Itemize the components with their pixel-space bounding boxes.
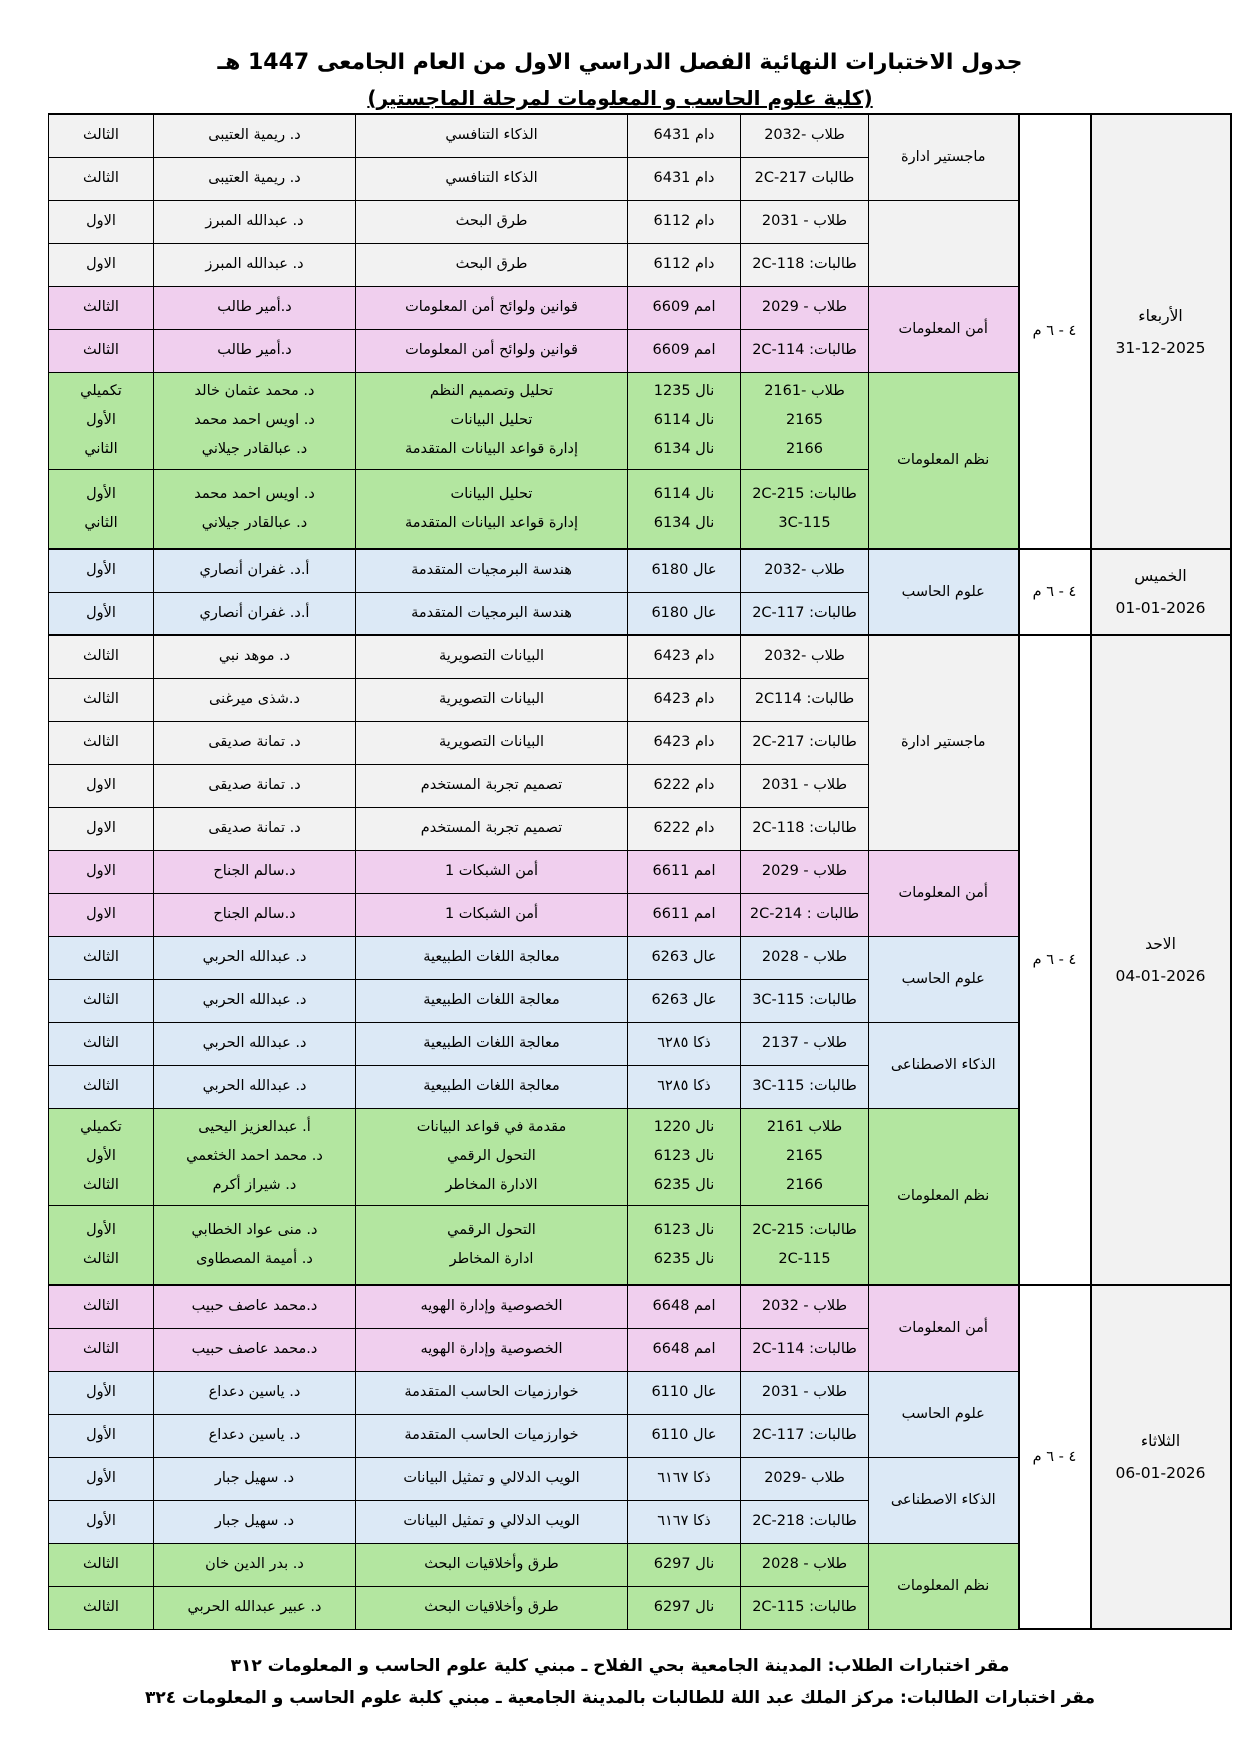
exam-day-date: الاحد 04-01-2026	[1091, 635, 1231, 1285]
instructor-name: د. موهد نبي	[154, 635, 356, 678]
study-level: الثالث	[49, 1586, 154, 1629]
study-level: الأول	[49, 1457, 154, 1500]
course-code: عال 6110	[628, 1371, 741, 1414]
course-code: دام 6423	[628, 635, 741, 678]
course-name: تحليل وتصميم النظم تحليل البيانات إدارة قواعد البيانات المتقدمة	[356, 372, 628, 469]
instructor-name: د. منى عواد الخطابي د. أميمة المصطاوى	[154, 1205, 356, 1285]
instructor-name: د. اويس احمد محمد د. عبالقادر جيلاني	[154, 469, 356, 549]
program-name: أمن المعلومات	[869, 850, 1019, 936]
student-group: طلاب - 2031	[741, 1371, 869, 1414]
student-group: طلاب - 2032	[741, 1285, 869, 1328]
program-name: الذكاء الاصطناعى	[869, 1457, 1019, 1543]
study-level: الثالث	[49, 1285, 154, 1328]
student-group: طالبات: 2C114	[741, 678, 869, 721]
exam-time: ٤ - ٦ م	[1019, 635, 1091, 1285]
course-name: قوانين ولوائح أمن المعلومات	[356, 329, 628, 372]
course-code: امم 6648	[628, 1328, 741, 1371]
instructor-name: د.سالم الجناح	[154, 850, 356, 893]
course-code: نال 6297	[628, 1586, 741, 1629]
student-group: طالبات 2C-217	[741, 157, 869, 200]
female-students-location-note: مقر اختبارات الطالبات: مركز الملك عبد اللة للطالبات بالمدينة الجامعية ـ مبني كلبة علوم الحاسب و المعلومات ٣٢٤	[145, 1688, 1095, 1708]
instructor-name: د. تمانة صديقى	[154, 721, 356, 764]
course-code: ذكا ٦٢٨٥	[628, 1065, 741, 1108]
course-name: البيانات التصويرية	[356, 721, 628, 764]
student-group: طالبات : 2C-214	[741, 893, 869, 936]
course-name: الذكاء التنافسي	[356, 157, 628, 200]
course-code: عال 6263	[628, 979, 741, 1022]
study-level: الأول الثاني	[49, 469, 154, 549]
study-level: الثالث	[49, 635, 154, 678]
program-name: نظم المعلومات	[869, 1108, 1019, 1285]
study-level: الثالث	[49, 936, 154, 979]
study-level: الثالث	[49, 721, 154, 764]
study-level: الاول	[49, 764, 154, 807]
study-level: الأول	[49, 1500, 154, 1543]
program-name: ماجستير ادارة	[869, 635, 1019, 850]
course-code: امم 6609	[628, 329, 741, 372]
course-name: معالجة اللغات الطبيعية	[356, 936, 628, 979]
students-location-note: مقر اختبارات الطلاب: المدينة الجامعية بحي الفلاح ـ مبني كلية علوم الحاسب و المعلومات ٣١٢	[230, 1656, 1010, 1676]
course-name: أمن الشبكات 1	[356, 893, 628, 936]
student-group: طالبات: 2C-215 2C-115	[741, 1205, 869, 1285]
student-group: طالبات: 2C-117	[741, 1414, 869, 1457]
study-level: الثالث	[49, 1022, 154, 1065]
study-level: الأول الثالث	[49, 1205, 154, 1285]
instructor-name: د. ياسين دعداع	[154, 1371, 356, 1414]
student-group: طالبات: 2C-217	[741, 721, 869, 764]
instructor-name: د. عبدالله الحربي	[154, 979, 356, 1022]
study-level: الأول	[49, 549, 154, 592]
course-name: تصميم تجربة المستخدم	[356, 764, 628, 807]
study-level: تكميلي الأول الثاني	[49, 372, 154, 469]
course-name: البيانات التصويرية	[356, 635, 628, 678]
student-group: طلاب -2032	[741, 549, 869, 592]
exam-day-date: الثلاثاء 06-01-2026	[1091, 1285, 1231, 1629]
exam-schedule-table	[48, 113, 1232, 1630]
student-group: طلاب -2032	[741, 114, 869, 157]
course-name: قوانين ولوائح أمن المعلومات	[356, 286, 628, 329]
student-group: طلاب -2029	[741, 1457, 869, 1500]
study-level: الثالث	[49, 1065, 154, 1108]
course-name: معالجة اللغات الطبيعية	[356, 1022, 628, 1065]
instructor-name: د.أمير طالب	[154, 286, 356, 329]
student-group: طلاب 2161 2165 2166	[741, 1108, 869, 1205]
instructor-name: د. ياسين دعداع	[154, 1414, 356, 1457]
study-level: الأول	[49, 592, 154, 635]
course-name: تحليل البيانات إدارة قواعد البيانات المتقدمة	[356, 469, 628, 549]
course-name: الخصوصية وإدارة الهويه	[356, 1328, 628, 1371]
exam-time: ٤ - ٦ م	[1019, 1285, 1091, 1629]
study-level: تكميلي الأول الثالث	[49, 1108, 154, 1205]
course-name: أمن الشبكات 1	[356, 850, 628, 893]
page-subtitle: (كلية علوم الحاسب و المعلومات لمرحلة الماجستير)	[367, 86, 873, 110]
course-name: الخصوصية وإدارة الهويه	[356, 1285, 628, 1328]
course-name: التحول الرقمي ادارة المخاطر	[356, 1205, 628, 1285]
student-group: طالبات: 3C-115	[741, 1065, 869, 1108]
course-code: ذكا ٦٢٨٥	[628, 1022, 741, 1065]
course-code: دام 6112	[628, 200, 741, 243]
course-code: نال 1220 نال 6123 نال 6235	[628, 1108, 741, 1205]
study-level: الثالث	[49, 114, 154, 157]
program-name: أمن المعلومات	[869, 1285, 1019, 1371]
student-group: طالبات: 2C-215 3C-115	[741, 469, 869, 549]
course-name: خوارزميات الحاسب المتقدمة	[356, 1414, 628, 1457]
course-name: الويب الدلالي و تمثيل البيانات	[356, 1457, 628, 1500]
study-level: الثالث	[49, 678, 154, 721]
course-code: دام 6112	[628, 243, 741, 286]
study-level: الثالث	[49, 157, 154, 200]
program-name: علوم الحاسب	[869, 936, 1019, 1022]
instructor-name: أ. عبدالعزيز اليحيى د. محمد احمد الخثعمي د. شيراز أكرم	[154, 1108, 356, 1205]
instructor-name: د.سالم الجناح	[154, 893, 356, 936]
instructor-name: د. محمد عثمان خالد د. اويس احمد محمد د. عبالقادر جيلاني	[154, 372, 356, 469]
student-group: طلاب - 2031	[741, 200, 869, 243]
table-row	[49, 549, 1231, 592]
student-group: طالبات: 2C-117	[741, 592, 869, 635]
program-name: الذكاء الاصطناعى	[869, 1022, 1019, 1108]
study-level: الثالث	[49, 286, 154, 329]
program-name: ماجستير ادارة	[869, 114, 1019, 200]
course-code: نال 1235 نال 6114 نال 6134	[628, 372, 741, 469]
instructor-name: د. سهيل جبار	[154, 1457, 356, 1500]
instructor-name: د. بدر الدين خان	[154, 1543, 356, 1586]
program-name: نظم المعلومات	[869, 372, 1019, 549]
course-name: الويب الدلالي و تمثيل البيانات	[356, 1500, 628, 1543]
study-level: الأول	[49, 1414, 154, 1457]
instructor-name: د. عبير عبدالله الحربي	[154, 1586, 356, 1629]
student-group: طالبات: 2C-115	[741, 1586, 869, 1629]
instructor-name: أ.د. غفران أنصاري	[154, 549, 356, 592]
course-code: امم 6609	[628, 286, 741, 329]
exam-day-date: الأربعاء 31-12-2025	[1091, 114, 1231, 549]
course-name: تصميم تجربة المستخدم	[356, 807, 628, 850]
course-code: عال 6263	[628, 936, 741, 979]
course-name: البيانات التصويرية	[356, 678, 628, 721]
study-level: الاول	[49, 850, 154, 893]
course-name: هندسة البرمجيات المتقدمة	[356, 549, 628, 592]
instructor-name: د.شذى ميرغنى	[154, 678, 356, 721]
course-name: طرق وأخلاقيات البحث	[356, 1543, 628, 1586]
instructor-name: د. عبدالله الحربي	[154, 1022, 356, 1065]
course-code: عال 6180	[628, 592, 741, 635]
course-code: ذكا ٦١٦٧	[628, 1457, 741, 1500]
program-name: علوم الحاسب	[869, 549, 1019, 635]
student-group: طالبات: 2C-114	[741, 1328, 869, 1371]
course-name: معالجة اللغات الطبيعية	[356, 979, 628, 1022]
course-code: ذكا ٦١٦٧	[628, 1500, 741, 1543]
instructor-name: د. تمانة صديقى	[154, 764, 356, 807]
instructor-name: د.محمد عاصف حبيب	[154, 1285, 356, 1328]
study-level: الاول	[49, 807, 154, 850]
instructor-name: د.محمد عاصف حبيب	[154, 1328, 356, 1371]
course-code: امم 6648	[628, 1285, 741, 1328]
course-code: دام 6431	[628, 114, 741, 157]
table-row	[49, 114, 1231, 157]
student-group: طالبات: 2C-114	[741, 329, 869, 372]
program-name	[869, 200, 1019, 286]
instructor-name: د. عبدالله الحربي	[154, 936, 356, 979]
course-name: طرق وأخلاقيات البحث	[356, 1586, 628, 1629]
study-level: الثالث	[49, 329, 154, 372]
study-level: الاول	[49, 200, 154, 243]
course-code: دام 6222	[628, 807, 741, 850]
course-code: نال 6297	[628, 1543, 741, 1586]
course-code: عال 6110	[628, 1414, 741, 1457]
student-group: طلاب -2161 2165 2166	[741, 372, 869, 469]
course-code: دام 6423	[628, 678, 741, 721]
course-name: الذكاء التنافسي	[356, 114, 628, 157]
student-group: طالبات: 2C-218	[741, 1500, 869, 1543]
course-code: دام 6423	[628, 721, 741, 764]
exam-day-date: الخميس 01-01-2026	[1091, 549, 1231, 635]
instructor-name: د. تمانة صديقى	[154, 807, 356, 850]
course-name: طرق البحث	[356, 243, 628, 286]
student-group: طلاب - 2031	[741, 764, 869, 807]
instructor-name: د. سهيل جبار	[154, 1500, 356, 1543]
study-level: الثالث	[49, 1543, 154, 1586]
student-group: طلاب -2032	[741, 635, 869, 678]
course-name: مقدمة في قواعد البيانات التحول الرقمي الادارة المخاطر	[356, 1108, 628, 1205]
exam-time: ٤ - ٦ م	[1019, 549, 1091, 635]
course-code: امم 6611	[628, 893, 741, 936]
table-row	[49, 1285, 1231, 1328]
course-code: دام 6431	[628, 157, 741, 200]
program-name: علوم الحاسب	[869, 1371, 1019, 1457]
course-code: نال 6123 نال 6235	[628, 1205, 741, 1285]
course-code: نال 6114 نال 6134	[628, 469, 741, 549]
exam-time: ٤ - ٦ م	[1019, 114, 1091, 549]
study-level: الاول	[49, 243, 154, 286]
course-code: عال 6180	[628, 549, 741, 592]
course-code: امم 6611	[628, 850, 741, 893]
instructor-name: د. ريمية العتيبى	[154, 157, 356, 200]
instructor-name: د. ريمية العتيبى	[154, 114, 356, 157]
student-group: طلاب - 2029	[741, 850, 869, 893]
student-group: طالبات: 3C-115	[741, 979, 869, 1022]
student-group: طالبات: 2C-118	[741, 243, 869, 286]
study-level: الأول	[49, 1371, 154, 1414]
student-group: طالبات: 2C-118	[741, 807, 869, 850]
course-name: معالجة اللغات الطبيعية	[356, 1065, 628, 1108]
table-row	[49, 635, 1231, 678]
program-name: نظم المعلومات	[869, 1543, 1019, 1629]
study-level: الاول	[49, 893, 154, 936]
course-code: دام 6222	[628, 764, 741, 807]
course-name: خوارزميات الحاسب المتقدمة	[356, 1371, 628, 1414]
student-group: طلاب - 2029	[741, 286, 869, 329]
course-name: هندسة البرمجيات المتقدمة	[356, 592, 628, 635]
program-name: أمن المعلومات	[869, 286, 1019, 372]
instructor-name: د.أمير طالب	[154, 329, 356, 372]
study-level: الثالث	[49, 979, 154, 1022]
page-title: جدول الاختبارات النهائية الفصل الدراسي الاول من العام الجامعى 1447 هـ	[217, 50, 1023, 75]
instructor-name: د. عبدالله المبرز	[154, 243, 356, 286]
student-group: طلاب - 2028	[741, 936, 869, 979]
instructor-name: د. عبدالله المبرز	[154, 200, 356, 243]
instructor-name: أ.د. غفران أنصاري	[154, 592, 356, 635]
instructor-name: د. عبدالله الحربي	[154, 1065, 356, 1108]
study-level: الثالث	[49, 1328, 154, 1371]
course-name: طرق البحث	[356, 200, 628, 243]
student-group: طلاب - 2137	[741, 1022, 869, 1065]
student-group: طلاب - 2028	[741, 1543, 869, 1586]
